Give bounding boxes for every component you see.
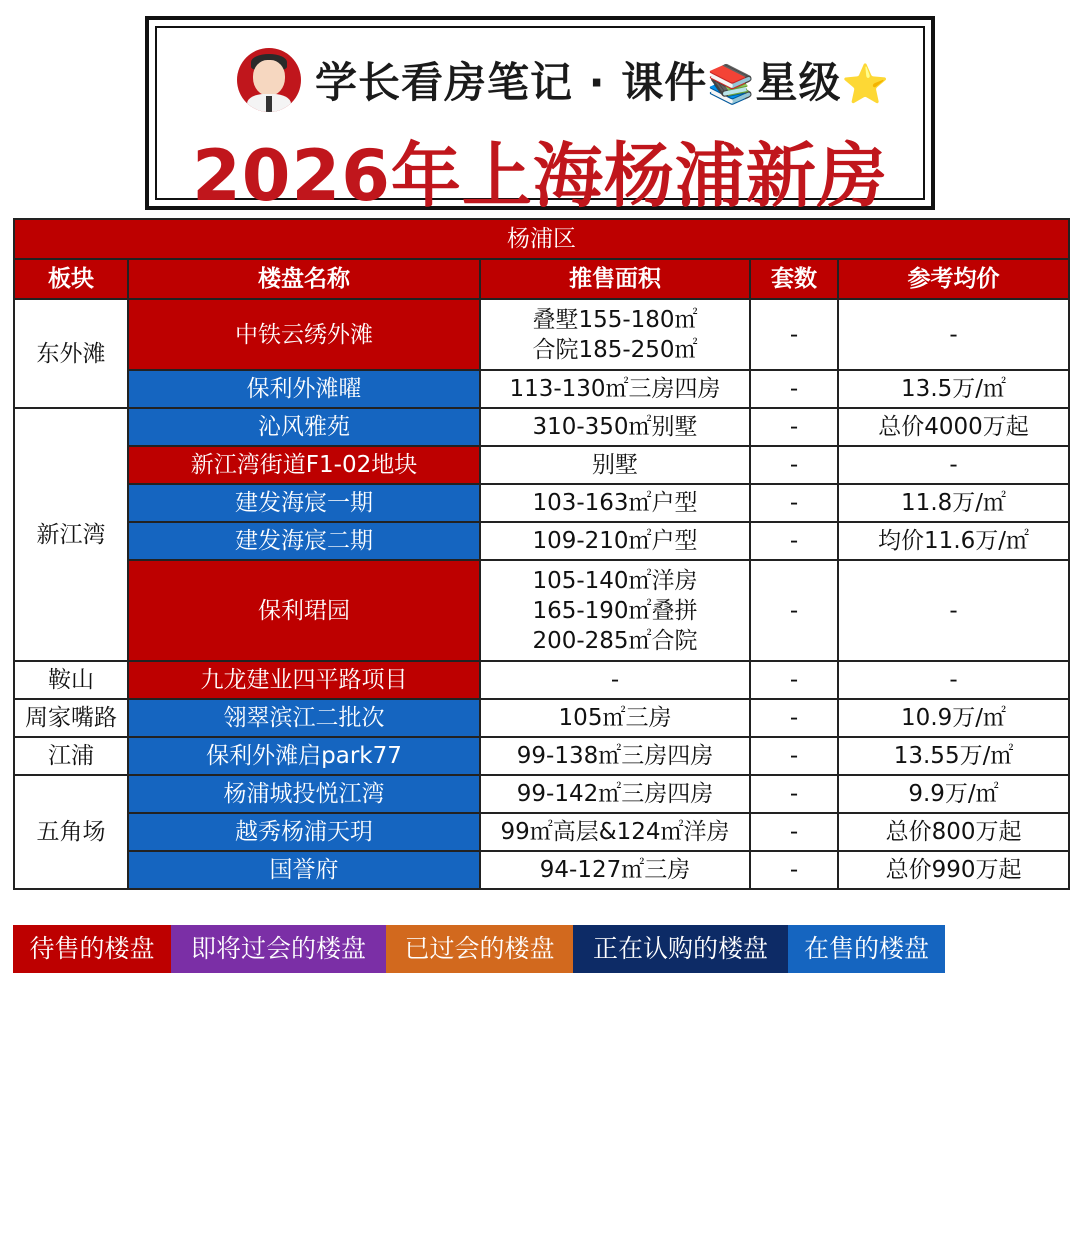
area-line: 109-210㎡户型: [532, 528, 698, 554]
price-cell: 13.55万/㎡: [838, 737, 1069, 775]
area-line: 99-138㎡三房四房: [516, 743, 714, 769]
table-row: [14, 813, 1069, 851]
plate-cell: 江浦: [14, 737, 128, 775]
area-line: 113-130㎡三房四房: [509, 376, 721, 402]
avatar: [237, 48, 301, 112]
project-name-cell: 建发海宸一期: [128, 484, 480, 522]
price-cell: 9.9万/㎡: [838, 775, 1069, 813]
project-name-cell: 九龙建业四平路项目: [128, 661, 480, 699]
units-cell: -: [750, 299, 838, 370]
area-cell: [480, 560, 750, 661]
plate-cell: 周家嘴路: [14, 699, 128, 737]
project-name-cell: 保利外滩启park77: [128, 737, 480, 775]
area-cell: [480, 484, 750, 522]
price-cell: 13.5万/㎡: [838, 370, 1069, 408]
plate-cell: 新江湾: [14, 408, 128, 661]
table-body: [14, 299, 1069, 889]
column-plate-header: 板块: [14, 259, 128, 299]
table-row: [14, 446, 1069, 484]
page-title: 2026年上海杨浦新房: [192, 135, 888, 217]
units-cell: -: [750, 851, 838, 889]
rating-label: 星级: [755, 58, 842, 107]
area-cell: [480, 408, 750, 446]
area-line: 94-127㎡三房: [539, 857, 691, 883]
column-header-row: [14, 259, 1069, 299]
price-cell: -: [838, 446, 1069, 484]
table-row: [14, 560, 1069, 661]
brand-text: 学长看房笔记 · 课件📚星级⭐: [315, 58, 890, 107]
project-name-cell: 杨浦城投悦江湾: [128, 775, 480, 813]
price-cell: 11.8万/㎡: [838, 484, 1069, 522]
table-row: [14, 370, 1069, 408]
table-row: [14, 699, 1069, 737]
units-cell: -: [750, 775, 838, 813]
area-line: 99-142㎡三房四房: [516, 781, 714, 807]
project-name-cell: 国誉府: [128, 851, 480, 889]
price-cell: 总价800万起: [838, 813, 1069, 851]
price-cell: -: [838, 299, 1069, 370]
table-row: [14, 851, 1069, 889]
units-cell: -: [750, 699, 838, 737]
project-name-cell: 新江湾街道F1-02地块: [128, 446, 480, 484]
area-cell: [480, 699, 750, 737]
price-cell: -: [838, 661, 1069, 699]
units-cell: -: [750, 813, 838, 851]
area-line: 别墅: [592, 452, 638, 478]
brand-line: [237, 48, 890, 112]
column-area-header: 推售面积: [480, 259, 750, 299]
price-cell: 均价11.6万/㎡: [838, 522, 1069, 560]
area-line: 165-190㎡叠拼: [532, 597, 698, 624]
plate-cell: 五角场: [14, 775, 128, 889]
area-cell: [480, 813, 750, 851]
table-row: [14, 775, 1069, 813]
units-cell: -: [750, 661, 838, 699]
header-banner: [145, 16, 935, 217]
area-cell: [480, 370, 750, 408]
units-cell: -: [750, 484, 838, 522]
area-cell: [480, 775, 750, 813]
units-cell: -: [750, 446, 838, 484]
table-row: [14, 299, 1069, 370]
price-cell: 总价990万起: [838, 851, 1069, 889]
price-cell: 10.9万/㎡: [838, 699, 1069, 737]
column-project-name-header: 楼盘名称: [128, 259, 480, 299]
area-line: 合院185-250㎡: [532, 336, 698, 363]
plate-cell: 东外滩: [14, 299, 128, 408]
area-cell: [480, 522, 750, 560]
project-name-cell: 保利外滩曜: [128, 370, 480, 408]
area-cell: [480, 446, 750, 484]
area-line: 105㎡三房: [558, 705, 672, 731]
column-price-header: 参考均价: [838, 259, 1069, 299]
table-row: [14, 484, 1069, 522]
area-line: 200-285㎡合院: [532, 627, 698, 654]
header-inner-frame: [155, 26, 925, 217]
legend-item: 待售的楼盘: [13, 925, 171, 973]
project-name-cell: 沁风雅苑: [128, 408, 480, 446]
units-cell: -: [750, 737, 838, 775]
legend-item: 已过会的楼盘: [386, 925, 573, 973]
table-row: [14, 522, 1069, 560]
area-line: 103-163㎡户型: [532, 490, 698, 516]
units-cell: -: [750, 408, 838, 446]
area-cell: [480, 299, 750, 370]
area-line: -: [610, 667, 620, 693]
area-cell: [480, 851, 750, 889]
project-name-cell: 越秀杨浦天玥: [128, 813, 480, 851]
project-name-cell: 保利珺园: [128, 560, 480, 661]
legend-item: 在售的楼盘: [788, 925, 945, 973]
price-cell: 总价4000万起: [838, 408, 1069, 446]
star-icon: ⭐: [841, 62, 890, 106]
legend-item: 即将过会的楼盘: [171, 925, 386, 973]
district-header: 杨浦区: [14, 219, 1069, 259]
table-row: [14, 661, 1069, 699]
area-line: 叠墅155-180㎡: [532, 306, 698, 333]
units-cell: -: [750, 370, 838, 408]
table-row: [14, 737, 1069, 775]
column-units-header: 套数: [750, 259, 838, 299]
table-row: [14, 408, 1069, 446]
legend-item: 正在认购的楼盘: [573, 925, 788, 973]
books-icon: 📚: [707, 62, 756, 106]
area-line: 99㎡高层&124㎡洋房: [500, 819, 730, 845]
plate-cell: 鞍山: [14, 661, 128, 699]
units-cell: -: [750, 522, 838, 560]
listing-table: [13, 218, 1070, 890]
area-line: 105-140㎡洋房: [532, 567, 698, 594]
area-line: 310-350㎡别墅: [532, 414, 698, 440]
project-name-cell: 中铁云绣外滩: [128, 299, 480, 370]
units-cell: -: [750, 560, 838, 661]
status-legend: [13, 925, 945, 973]
area-cell: [480, 661, 750, 699]
project-name-cell: 建发海宸二期: [128, 522, 480, 560]
project-name-cell: 翎翠滨江二批次: [128, 699, 480, 737]
price-cell: -: [838, 560, 1069, 661]
area-cell: [480, 737, 750, 775]
